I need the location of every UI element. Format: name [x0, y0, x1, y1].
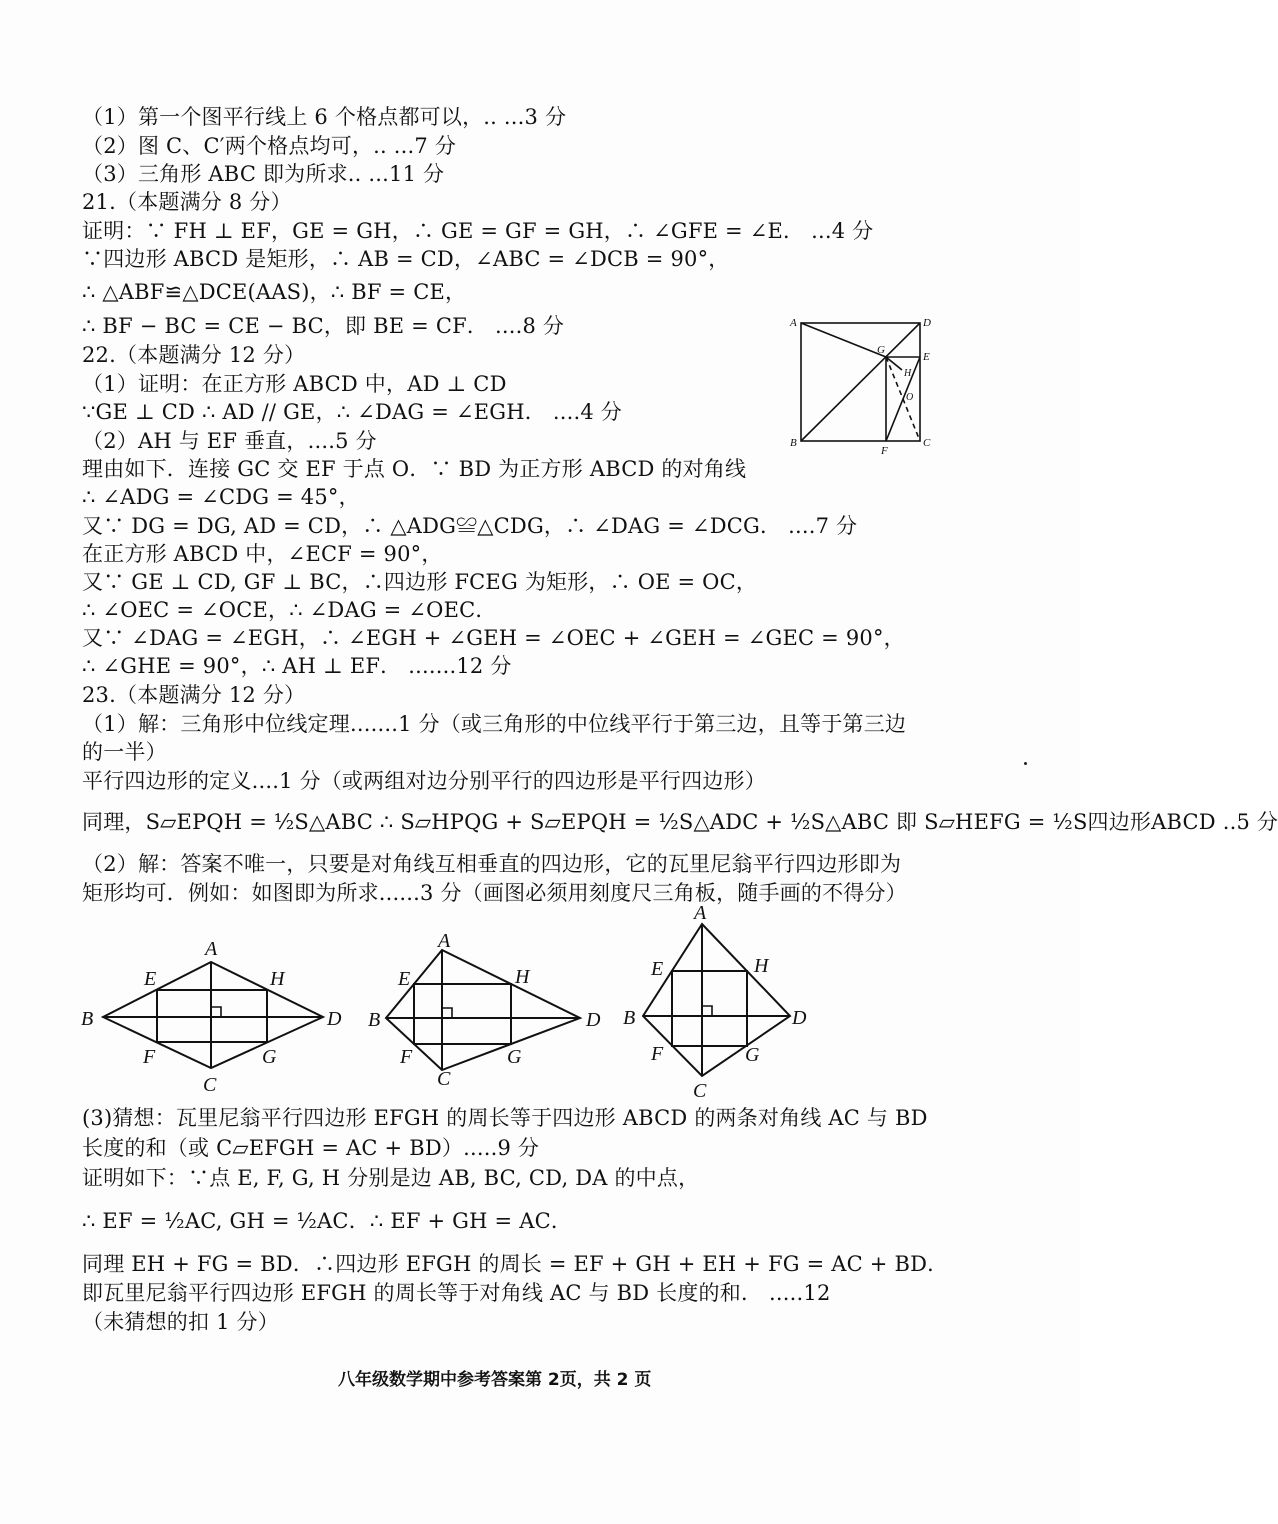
text-line: 的一半）: [82, 740, 167, 764]
label-a: A: [205, 938, 218, 960]
label-b: B: [790, 437, 797, 449]
figure-23-kite-1: [75, 935, 355, 1100]
text-line: ∴ △ABF≌△DCE(AAS)，∴ BF = CE，: [82, 280, 467, 304]
text-line: ∴ ∠ADG = ∠CDG = 45°，: [82, 485, 360, 509]
section-heading-23: 23.（本题满分 12 分）: [82, 683, 306, 707]
text-line: 平行四边形的定义....1 分（或两组对边分别平行的四边形是平行四边形）: [82, 769, 766, 793]
label-e: E: [398, 968, 411, 990]
text-line: 证明：∵ FH ⊥ EF，GE = GH，∴ GE = GF = GH，∴ ∠GFE = ∠E． ...4 分: [82, 219, 874, 243]
figure-22-square: [785, 312, 945, 457]
text-line: 理由如下．连接 GC 交 EF 于点 O．∵ BD 为正方形 ABCD 的对角线: [82, 457, 747, 481]
label-f: F: [651, 1043, 664, 1065]
label-d: D: [923, 317, 931, 329]
label-g: G: [877, 344, 885, 356]
label-g: G: [262, 1046, 277, 1068]
text-line: 同理 EH + FG = BD．∴四边形 EFGH 的周长 = EF + GH + EH + FG = AC + BD．: [82, 1252, 949, 1276]
label-g: G: [507, 1046, 522, 1068]
label-c: C: [923, 437, 931, 449]
label-f: F: [400, 1046, 413, 1068]
label-a: A: [438, 930, 451, 952]
label-e: E: [923, 351, 930, 363]
text-line: （未猜想的扣 1 分）: [82, 1310, 279, 1334]
text-line: ∵GE ⊥ CD ∴ AD // GE，∴ ∠DAG = ∠EGH． ....4 分: [82, 400, 622, 424]
section-heading-21: 21.（本题满分 8 分）: [82, 190, 292, 214]
label-f: F: [881, 445, 888, 457]
label-o: O: [906, 392, 914, 403]
text-line: 又∵ ∠DAG = ∠EGH，∴ ∠EGH + ∠GEH = ∠OEC + ∠GEH = ∠GEC = 90°，: [82, 626, 905, 650]
right-angle-mark: [211, 1007, 221, 1017]
label-c: C: [437, 1068, 451, 1090]
label-e: E: [144, 968, 157, 990]
label-h: H: [515, 966, 530, 988]
quad-abcd: [643, 924, 790, 1076]
text-line: 同理，S▱EPQH = ½S△ABC ∴ S▱HPQG + S▱EPQH = ½S△ADC + ½S△ABC 即 S▱HEFG = ½S四边形ABCD ..5 分: [82, 810, 1278, 834]
text-line: 在正方形 ABCD 中，∠ECF = 90°，: [82, 542, 443, 566]
quad-abcd: [103, 962, 323, 1068]
text-line: （3）三角形 ABC 即为所求.. ...11 分: [82, 162, 445, 186]
text-line: ∴ ∠OEC = ∠OCE，∴ ∠DAG = ∠OEC．: [82, 598, 497, 622]
text-line: 长度的和（或 C▱EFGH = AC + BD）.....9 分: [82, 1136, 540, 1160]
label-b: B: [368, 1009, 381, 1031]
right-angle-mark: [442, 1008, 452, 1018]
text-line: 证明如下：∵点 E, F, G, H 分别是边 AB, BC, CD, DA 的中点，: [82, 1166, 700, 1190]
text-line: ∵四边形 ABCD 是矩形，∴ AB = CD，∠ABC = ∠DCB = 90°，: [82, 247, 730, 271]
quad-abcd: [386, 950, 580, 1070]
right-angle-mark: [702, 1006, 712, 1016]
label-b: B: [623, 1007, 636, 1029]
label-b: B: [81, 1008, 94, 1030]
label-h: H: [754, 955, 769, 977]
label-h: H: [904, 368, 912, 379]
label-a: A: [694, 902, 707, 924]
figure-23-kite-3: [620, 898, 835, 1103]
label-c: C: [203, 1074, 217, 1096]
text-line: （2）图 C、C′两个格点均可，.. ...7 分: [82, 134, 457, 158]
segment-ag: [801, 323, 886, 357]
text-line: (3)猜想：瓦里尼翁平行四边形 EFGH 的周长等于四边形 ABCD 的两条对角线 AC 与 BD: [82, 1106, 928, 1130]
text-line: 又∵ GE ⊥ CD, GF ⊥ BC，∴四边形 FCEG 为矩形，∴ OE = OC，: [82, 570, 758, 594]
segment-gh: [886, 357, 902, 370]
text-line: （1）证明：在正方形 ABCD 中，AD ⊥ CD: [82, 372, 507, 396]
figure-23-kite-2: [362, 925, 620, 1095]
label-h: H: [270, 968, 285, 990]
text-line: （1）解：三角形中位线定理.......1 分（或三角形的中位线平行于第三边，且等于第三边: [82, 712, 907, 736]
label-g: G: [745, 1044, 760, 1066]
text-line: ∴ ∠GHE = 90°，∴ AH ⊥ EF． .......12 分: [82, 654, 512, 678]
label-d: D: [327, 1008, 342, 1030]
text-line: （1）第一个图平行线上 6 个格点都可以，.. ...3 分: [82, 105, 567, 129]
label-a: A: [790, 317, 797, 329]
speck: [1024, 762, 1027, 765]
label-d: D: [586, 1009, 601, 1031]
section-heading-22: 22.（本题满分 12 分）: [82, 343, 306, 367]
parallelogram-efgh: [672, 971, 747, 1046]
text-line: 即瓦里尼翁平行四边形 EFGH 的周长等于对角线 AC 与 BD 长度的和． .....12: [82, 1281, 831, 1305]
parallelogram-efgh: [414, 984, 511, 1044]
label-f: F: [143, 1046, 156, 1068]
page-footer: 八年级数学期中参考答案第 2页，共 2 页: [338, 1370, 652, 1390]
text-line: 又∵ DG = DG, AD = CD，∴ △ADG≌△CDG，∴ ∠DAG = ∠DCG． ....7 分: [82, 514, 858, 538]
text-line: （2）AH 与 EF 垂直，....5 分: [82, 429, 377, 453]
label-d: D: [792, 1007, 807, 1029]
text-line: ∴ BF − BC = CE − BC，即 BE = CF． ....8 分: [82, 314, 565, 338]
label-e: E: [651, 958, 664, 980]
label-c: C: [693, 1080, 707, 1102]
text-line: （2）解：答案不唯一，只要是对角线互相垂直的四边形，它的瓦里尼翁平行四边形即为: [82, 852, 902, 876]
diagonal-bd: [801, 323, 920, 441]
text-line: ∴ EF = ½AC, GH = ½AC．∴ EF + GH = AC．: [82, 1209, 573, 1233]
text-line: 矩形均可．例如：如图即为所求......3 分（画图必须用刻度尺三角板，随手画的不得分）: [82, 881, 907, 905]
